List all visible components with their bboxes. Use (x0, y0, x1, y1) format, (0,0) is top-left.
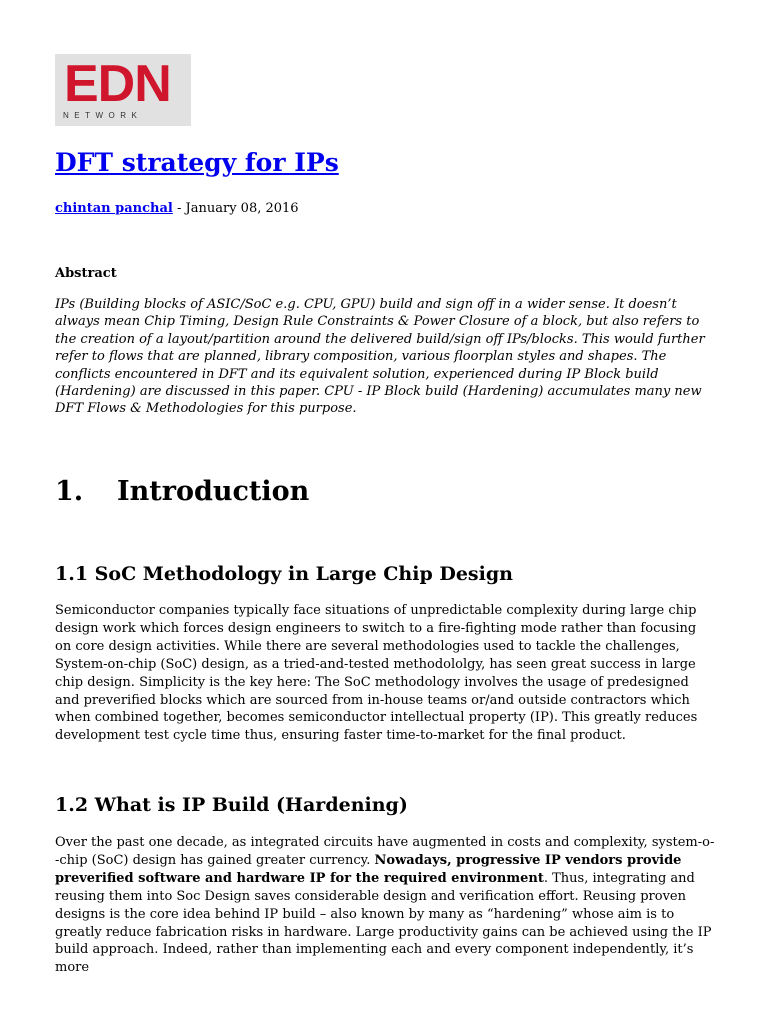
publish-date: January 08, 2016 (185, 201, 299, 216)
byline (55, 200, 299, 217)
section-1-2-heading: 1.2 What is IP Build (Hardening) (55, 794, 408, 816)
section-1-1-heading: 1.1 SoC Methodology in Large Chip Design (55, 563, 513, 585)
section-1-2-bold-text: Nowadays, progressive IP vendors provide preverified software and hardware IP for the required environment (55, 852, 682, 886)
section-1-title: Introduction (117, 476, 310, 507)
section-1-heading (55, 472, 309, 512)
abstract-text: IPs (Building blocks of ASIC/SoC e.g. CPU, GPU) build and sign off in a wider sense. It doesn’t always mean Chip Timing, Design Rule Constraints & Power Closure of a block, but also refers to the creation of a layout/partition around the delivered build/sign off IPs/blocks. This would further refer to flows that are planned, library composition, various floorplan styles and shapes. The conflicts encountered in DFT and its equivalent solution, experienced during IP Block build (Hardening) are discussed in this paper. CPU - IP Block build (Hardening) accumulates many new DFT Flows & Methodologies for this purpose. (55, 297, 705, 417)
date-separator: - (172, 201, 186, 216)
article-title (55, 146, 339, 180)
logo-subtitle: NETWORK (63, 111, 143, 120)
section-1-2-text-end: . Thus, integrating and reusing them into Soc Design saves considerable design and verification effort. Reusing proven designs is the core idea behind IP build – also known by many as “hardening” whose aim is to greatly reduce fabrication risks in hardware. Large productivity gains can be achieved using the IP build approach. Indeed, rather than implementing each and every component independently, it’s more (55, 870, 712, 976)
section-1-2-paragraph (55, 834, 715, 977)
section-1-2-text-start: Over the past one decade, as integrated circuits have augmented in costs and complexity, system-o--chip (SoC) design has gained greater currency. (55, 835, 715, 868)
article-title-link[interactable]: DFT strategy for IPs (55, 148, 339, 177)
section-1-number: 1. (55, 476, 84, 507)
edn-network-logo[interactable] (55, 54, 191, 126)
abstract-heading: Abstract (55, 266, 117, 281)
author-link[interactable]: chintan panchal (55, 201, 173, 216)
logo-letters: EDN (64, 55, 171, 113)
section-1-1-paragraph: Semiconductor companies typically face situations of unpredictable complexity during large chip design work which forces design engineers to switch to a fire-fighting mode rather than focusing on core design activities. While there are several methodologies used to tackle the challenges, System-on-chip (SoC) design, as a tried-and-tested methodololgy, has seen great success in large chip design. Simplicity is the key here: The SoC methodology involves the usage of predesigned and preverified blocks which are sourced from in-house teams or/and outside contractors which when combined together, becomes semiconductor intellectual property (IP). This greatly reduces development test cycle time thus, ensuring faster time-to-market for the final product. (55, 603, 698, 744)
